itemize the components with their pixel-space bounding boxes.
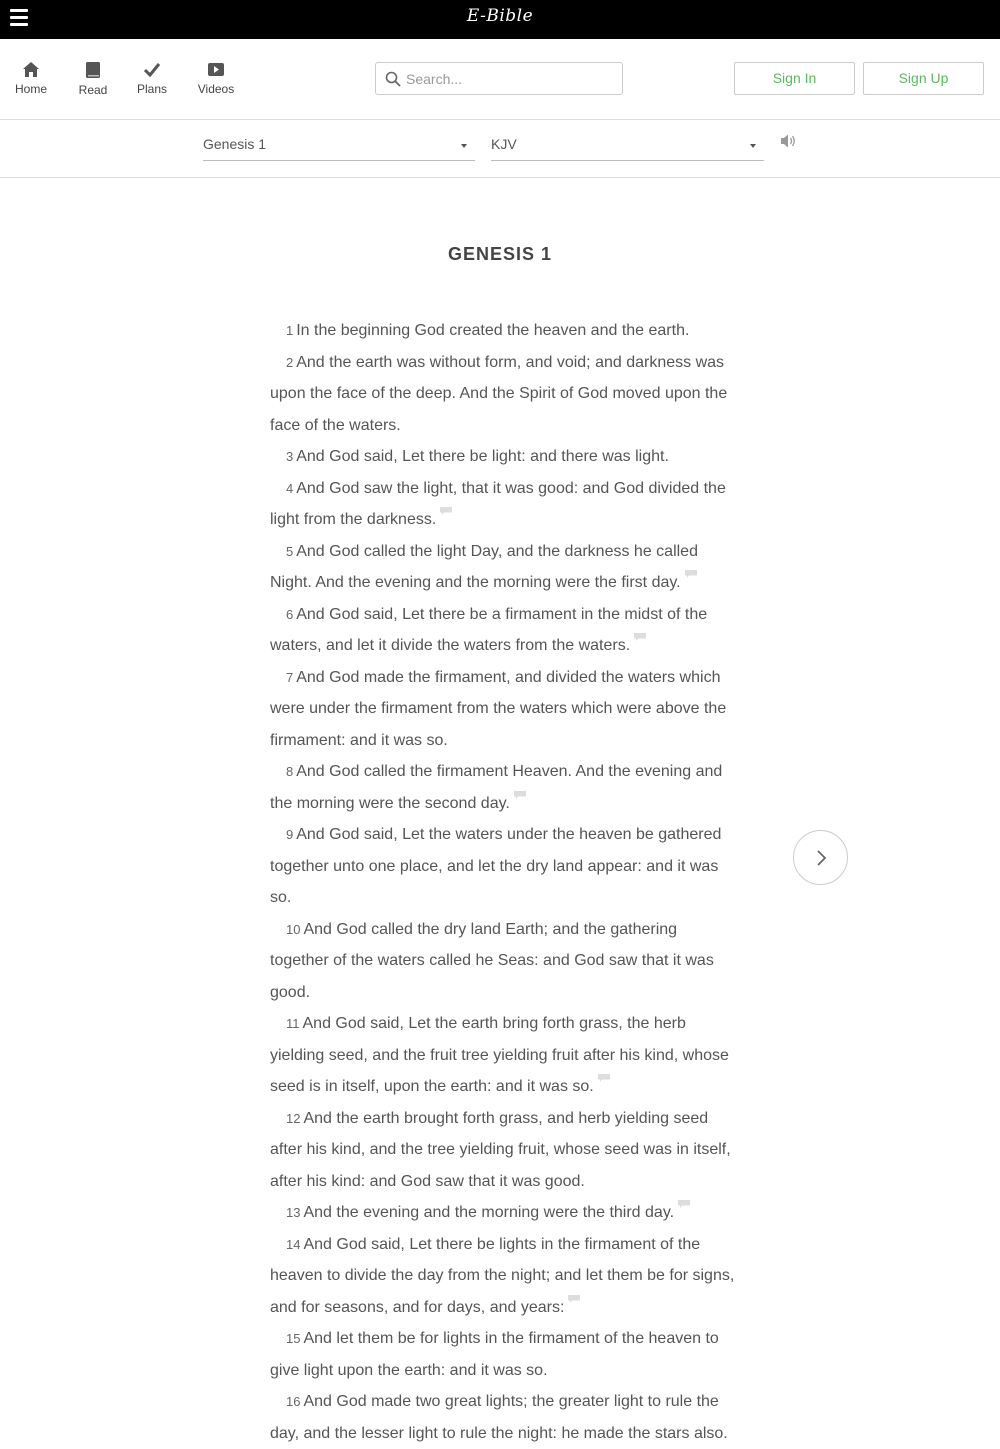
verse-text: And God called the light Day, and the darkness he called Night. And the evening and the morning were the first day.: [270, 542, 698, 591]
chapter-text: [270, 315, 740, 1449]
verse-number: 7: [286, 669, 294, 685]
verse-number: 4: [286, 480, 294, 496]
note-icon[interactable]: [678, 1200, 690, 1208]
nav-item-label: Videos: [197, 82, 235, 96]
verse-text: And God saw the light, that it was good: and God divided the light from the darkness.: [270, 479, 726, 528]
next-chapter-button[interactable]: [793, 830, 848, 885]
note-icon[interactable]: [514, 791, 526, 799]
verse: [270, 1386, 740, 1449]
note-icon[interactable]: [568, 1295, 580, 1303]
chevron-down-icon: [461, 144, 467, 148]
sign-in-button[interactable]: Sign In: [734, 62, 855, 95]
note-icon[interactable]: [598, 1074, 610, 1082]
verse-text: And God said, Let there be light: and there was light.: [296, 448, 669, 465]
play-icon: [207, 61, 225, 78]
home-icon: [22, 61, 40, 78]
verse: [270, 914, 740, 1009]
check-icon: [143, 61, 161, 78]
verse-number: 1: [286, 323, 294, 338]
note-icon[interactable]: [440, 507, 452, 515]
verse-number: 3: [286, 449, 294, 464]
nav-item-plans[interactable]: [136, 61, 168, 96]
search-box: [375, 62, 623, 95]
verse-text: In the beginning God created the heaven and the earth.: [296, 322, 690, 339]
book-chapter-value: Genesis 1: [203, 136, 267, 152]
book-icon: [84, 61, 102, 79]
verse-number: 14: [286, 1236, 301, 1252]
verse-number: 12: [286, 1110, 301, 1126]
verse: [270, 1197, 740, 1229]
verse-text: And God said, Let there be lights in the firmament of the heaven to divide the day from the night; and let them be for signs, and for seasons, and for days, and years:: [270, 1235, 735, 1316]
verse-text: And God called the firmament Heaven. And the evening and the morning were the second day.: [270, 763, 723, 812]
nav-item-read[interactable]: [78, 61, 108, 97]
top-bar: [0, 0, 1000, 39]
verse: [270, 536, 740, 599]
sign-up-button[interactable]: Sign Up: [863, 62, 984, 95]
verse: [270, 1008, 740, 1103]
nav-item-home[interactable]: [15, 61, 47, 96]
verse-text: And God said, Let the waters under the heaven be gathered together unto one place, and let the dry land appear: and it was so.: [270, 826, 722, 906]
nav-item-label: Home: [15, 82, 48, 96]
verse-text: And God said, Let the earth bring forth grass, the herb yielding seed, and the fruit tree yielding fruit after his kind, whose seed is in itself, upon the earth: and it was so.: [270, 1015, 729, 1095]
verse: [270, 315, 740, 347]
verse: [270, 1323, 740, 1386]
verse-text: And God made two great lights; the greater light to rule the day, and the lesser light to rule the night: he made the stars also.: [270, 1393, 728, 1442]
verse-number: 13: [286, 1205, 301, 1220]
verse-number: 6: [286, 606, 294, 622]
verse-text: And the evening and the morning were the third day.: [303, 1204, 675, 1221]
search-icon: [385, 71, 401, 87]
verse-text: And the earth was without form, and void; and darkness was upon the face of the deep. And the Spirit of God moved upon the face of the waters.: [270, 353, 728, 434]
verse: [270, 756, 740, 819]
verse: [270, 599, 740, 662]
verse: [270, 1103, 740, 1198]
book-chapter-select[interactable]: [203, 133, 475, 161]
verse-number: 9: [286, 827, 294, 842]
verse: [270, 1229, 740, 1324]
verse: [270, 819, 740, 914]
speaker-icon[interactable]: [780, 133, 798, 149]
chevron-down-icon: [750, 144, 756, 148]
version-select[interactable]: [491, 133, 764, 161]
nav-bar: [0, 39, 1000, 120]
note-icon[interactable]: [634, 633, 646, 641]
verse: [270, 473, 740, 536]
search-input[interactable]: [406, 68, 611, 90]
chapter-title: GENESIS 1: [447, 244, 553, 264]
app-title: E-Bible: [466, 6, 534, 26]
verse-text: And let them be for lights in the firmament of the heaven to give light upon the earth: and it was so.: [270, 1330, 719, 1379]
verse-number: 11: [286, 1016, 300, 1031]
verse-number: 5: [286, 543, 294, 559]
verse-number: 2: [286, 354, 294, 370]
chevron-right-icon: [814, 849, 828, 867]
version-value: KJV: [491, 136, 517, 152]
verse-text: And God called the dry land Earth; and the gathering together of the waters called he Seas: and God saw that it was good.: [270, 920, 714, 1001]
verse-number: 16: [286, 1394, 301, 1409]
verse-text: And the earth brought forth grass, and herb yielding seed after his kind, and the tree yielding fruit, whose seed was in itself, after his kind: and God saw that it was good.: [270, 1109, 731, 1190]
verse: [270, 347, 740, 442]
verse-number: 8: [286, 764, 294, 779]
nav-item-label: Plans: [136, 82, 168, 96]
selector-bar: [0, 120, 1000, 178]
nav-item-videos[interactable]: [197, 61, 235, 96]
note-icon[interactable]: [685, 570, 697, 578]
verse: [270, 441, 740, 473]
verse-number: 10: [286, 921, 301, 937]
verse-number: 15: [286, 1331, 301, 1346]
verse: [270, 662, 740, 757]
verse-text: And God made the firmament, and divided the waters which were under the firmament from the waters which were above the firmament: and it was so.: [270, 668, 727, 749]
verse-text: And God said, Let there be a firmament in the midst of the waters, and let it divide the waters from the waters.: [270, 605, 708, 654]
nav-item-label: Read: [78, 83, 108, 97]
